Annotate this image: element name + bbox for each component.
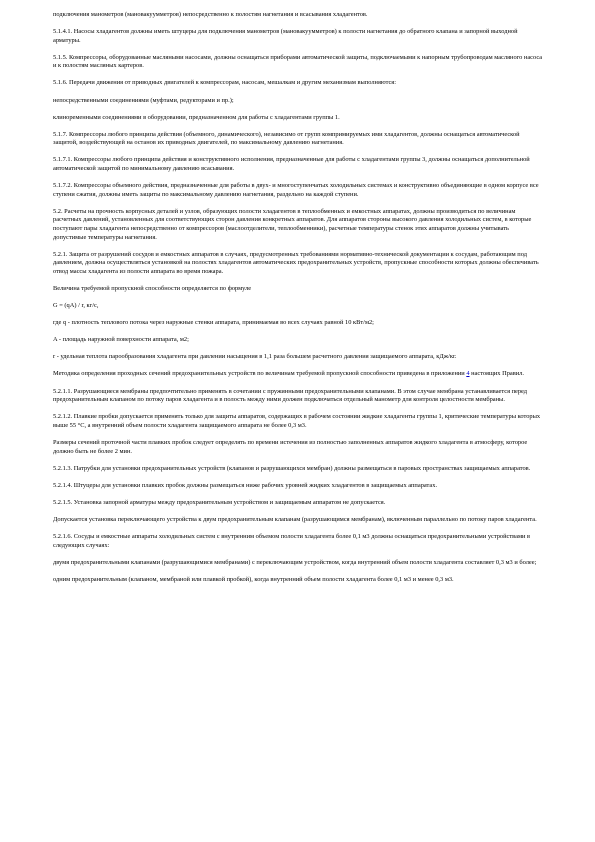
paragraph-direct-connections: непосредственными соединениями (муфтами, редукторами и пр.); xyxy=(53,96,234,104)
formula: G = (qA) / r, кг/с, xyxy=(53,302,99,310)
paragraph-5-2-1-5: 5.2.1.5. Установка запорной арматуры между предохранительным устройством и защищаемым аппаратом не допускается. xyxy=(53,498,386,506)
paragraph-formula-intro: Величина требуемой пропускной способности определяется по формуле xyxy=(53,284,252,292)
method-note-after: настоящих Правил. xyxy=(469,370,524,378)
paragraph-two-valves-case: двумя предохранительными клапанами (разрушающимися мембранами) с переключающим устройством, когда внутренний объем полости хладагента составляет 0,3 м3 и более; xyxy=(53,558,537,566)
paragraph-5-1-7-1: 5.1.7.1. Компрессоры любого принципа действия и конструктивного исполнения, предназначенные для работы с хладагентами группы 3, должны оснащаться дополнительной автоматической защитой по минимальному давлению всасывания. xyxy=(53,156,530,173)
paragraph-5-2-1-2: 5.2.1.2. Плавкие пробки допускается применять только для защиты аппаратов, содержащих в рабочем состоянии жидкие хладагенты группы 1, критические температуры которых выше 55 °C, а внутренний объем полости хладагента защищаемого аппарата не более 0,3 м3. xyxy=(53,413,541,429)
paragraph-5-1-5: 5.1.5. Компрессоры, оборудованные масляными насосами, должны оснащаться приборами автоматической защиты, подключаемыми к напорным трубопроводам масляного насоса и к полостям масляных картеров. xyxy=(53,53,543,70)
paragraph-5-1-7-2: 5.1.7.2. Компрессоры объемного действия, предназначенные для работы в двух- и многоступенчатых холодильных системах и конструктивно объединяющие в одном корпусе все ступени сжатия, должны иметь защиты по максимальному давлению нагнетания, раздельно на каждой ступени. xyxy=(53,182,539,198)
paragraph-5-1-6: 5.1.6. Передачи движения от приводных двигателей к компрессорам, насосам, мешалкам и другим механизмам выполняются: xyxy=(53,79,397,87)
paragraph-5-2: 5.2. Расчеты на прочность корпусных деталей и узлов, образующих полости хладагентов в теплообменных и емкостных аппаратах, должны производиться по величинам расчетных давлений, установленных для соответствующих сторон давления конкретных аппаратов. Для аппаратов стороны высокого давления холодильных систем, в которые поступают пары хладагента непосредственно от компрессоров (маслоотделители, теплообменники), расчетные температуры стенок этих аппаратов должны учитывать допустимые температуры нагнетания. xyxy=(53,207,532,241)
paragraph-5-1-7: 5.1.7. Компрессоры любого принципа действия (объемного, динамического), независимо от групп компримируемых ими хладагентов, должны оснащаться автоматической защитой, воздействующей на останов их приводных двигателей, по максимальному давлению нагнетания. xyxy=(53,130,520,147)
paragraph-5-2-1-1: 5.2.1.1. Разрушающиеся мембраны предпочтительно применять в сочетании с пружинными предохранительными клапанами. В этом случае мембрана устанавливается перед предохранительным клапаном по потоку паров хладагента и в полость между ними должен подключаться отдельный манометр для контроля целостности мембраны. xyxy=(53,387,528,404)
paragraph-def-q: где q - плотность теплового потока через наружные стенки аппарата, принимаемая во всех случаях равной 10 кВт/м2; xyxy=(53,319,374,327)
paragraph-5-1-4-1: 5.1.4.1. Насосы хладагентов должны иметь штуцеры для подключения манометров (мановакуумметров) к полости нагнетания до обратного клапана и запорной выходной арматуры. xyxy=(53,28,518,44)
paragraph-5-2-1: 5.2.1. Защита от разрушений сосудов и емкостных аппаратов в случаях, предусмотренных требованиями нормативно-технической документации к сосудам, работающим под давлением, должна осуществляться установкой на полостях хладагентов автоматических предохранительных устройств, пропускные способности которых должны обеспечивать отвод массы хладагента из полости аппарата во время пожара. xyxy=(53,250,539,275)
method-note-before: Методика определения проходных сечений предохранительных устройств по величинам требуемой пропускной способности приведена в приложении xyxy=(53,370,467,378)
paragraph-5-2-1-3: 5.2.1.3. Патрубки для установки предохранительных устройств (клапанов и разрушающихся мембран) должны размещаться в паровых пространствах защищаемых аппаратов. xyxy=(53,464,531,472)
paragraph-method-note xyxy=(53,370,543,379)
paragraph-switching-device: Допускается установка переключающего устройства к двум предохранительным клапанам (разрушающимся мембранам), включенным параллельно по потоку паров хладагента. xyxy=(53,515,537,523)
paragraph-5-2-1-6: 5.2.1.6. Сосуды и емкостные аппараты холодильных систем с внутренним объемом полости хладагента более 0,1 м3 должны оснащаться предохранительными устройствами в следующих случаях: xyxy=(53,532,531,549)
paragraph-intro: подключения манометров (мановакуумметров) непосредственно к полостям нагнетания и всасывания хладагентов. xyxy=(53,11,368,18)
paragraph-fusible-plug-sizes: Размеры сечений проточной части плавких пробок следует определять по времени истечения из полностью заполненных аппаратов жидкого хладагента в атмосферу, которое должно быть не более 2 мин. xyxy=(53,438,528,455)
paragraph-def-r: r - удельная теплота парообразования хладагента при давлении насыщения в 1,1 раза большем расчетного давления защищаемого аппарата, кДж/кг. xyxy=(53,353,457,361)
paragraph-v-belt-connections: клиноременными соединениями в оборудовании, предназначенном для работы с хладагентами группы 1. xyxy=(53,113,340,121)
paragraph-def-a: A - площадь наружной поверхности аппарата, м2; xyxy=(53,336,189,344)
paragraph-5-2-1-4: 5.2.1.4. Штуцеры для установки плавких пробок должны размещаться ниже рабочих уровней жидких хладагентов в защищаемых аппаратах. xyxy=(53,481,438,489)
appendix-link[interactable]: 4 xyxy=(466,370,470,378)
paragraph-one-valve-case: одним предохранительным (клапаном, мембраной или плавкой пробкой), когда внутренний объем полости хладагента более 0,1 м3 и менее 0,3 м3. xyxy=(53,575,454,583)
